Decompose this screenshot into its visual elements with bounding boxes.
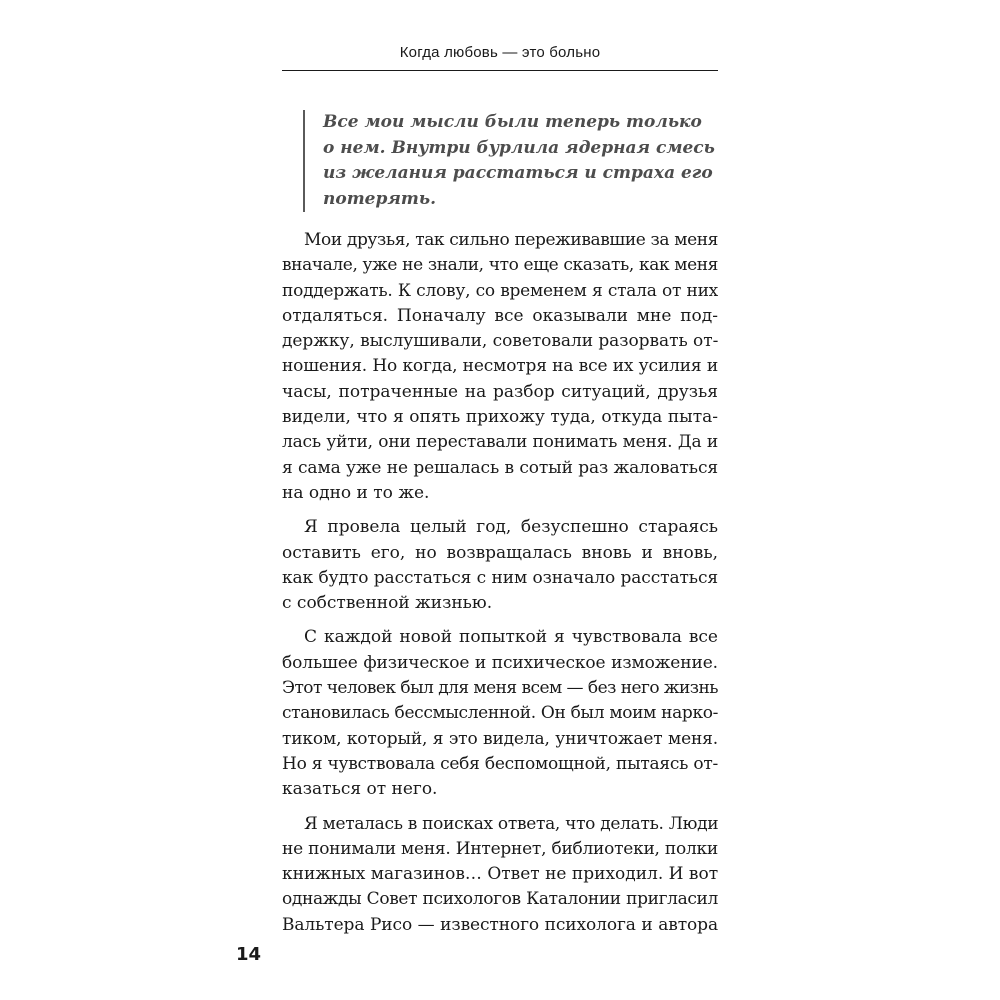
text-line: С каждой новой попыткой я чувствовала все: [304, 627, 718, 648]
text-line: отдаляться. Поначалу все оказывали мне под-: [282, 305, 718, 326]
text-line: тиком, который, я это видела, уничтожает меня.: [282, 728, 718, 749]
text-line: вначале, уже не знали, что еще сказать, как меня: [282, 255, 718, 276]
text-line: Этот человек был для меня всем — без него жизнь: [282, 678, 718, 699]
page-number: 14: [236, 944, 262, 965]
running-header: Когда любовь — это больно: [399, 44, 601, 61]
text-line: лась уйти, они переставали понимать меня. Да и: [282, 432, 718, 453]
text-line: как будто расстаться с ним означало расстаться: [282, 567, 718, 588]
paragraph-friends: [282, 228, 718, 506]
text-line: большее физическое и психическое изможение.: [282, 652, 718, 673]
epigraph-line: Все мои мысли были теперь только: [323, 112, 702, 132]
text-line: держку, выслушивали, советовали разорвать от-: [282, 331, 719, 352]
epigraph-quote: [303, 110, 715, 212]
text-line: на одно и то же.: [282, 482, 430, 503]
text-line: казаться от него.: [282, 779, 438, 800]
epigraph-line: о нем. Внутри бурлила ядерная смесь: [323, 137, 715, 158]
epigraph-line: из желания расстаться и страха его: [323, 163, 713, 183]
text-line: становилась бессмысленной. Он был моим нарко-: [282, 703, 718, 724]
text-line: с собственной жизнью.: [282, 593, 493, 614]
header-rule: [282, 70, 718, 71]
paragraph-exhaustion: [282, 625, 718, 802]
text-line: я сама уже не решалась в сотый раз жаловаться: [282, 457, 718, 478]
text-line: оставить его, но возвращалась вновь и вновь,: [282, 542, 718, 563]
text-line: Я металась в поисках ответа, что делать. Люди: [304, 813, 719, 834]
body-text: [282, 228, 718, 947]
text-line: часы, потраченные на разбор ситуаций, друзья: [282, 381, 718, 402]
text-line: поддержать. К слову, со временем я стала от них: [282, 280, 718, 301]
text-line: Я провела целый год, безуспешно стараясь: [304, 517, 718, 538]
text-line: Но я чувствовала себя беспомощной, пытаясь от-: [282, 753, 718, 774]
text-line: Вальтера Рисо — известного психолога и автора: [282, 914, 718, 935]
paragraph-search: [282, 812, 718, 938]
text-line: книжных магазинов… Ответ не приходил. И вот: [282, 864, 719, 885]
text-line: видели, что я опять прихожу туда, откуда пыта-: [282, 407, 718, 428]
text-line: ношения. Но когда, несмотря на все их усилия и: [282, 356, 718, 377]
text-line: не понимали меня. Интернет, библиотеки, полки: [282, 838, 718, 859]
text-line: Мои друзья, так сильно переживавшие за меня: [304, 230, 718, 250]
epigraph-line: потерять.: [323, 188, 437, 209]
paragraph-year: [282, 515, 718, 616]
text-line: однажды Совет психологов Каталонии пригласил: [282, 889, 718, 910]
